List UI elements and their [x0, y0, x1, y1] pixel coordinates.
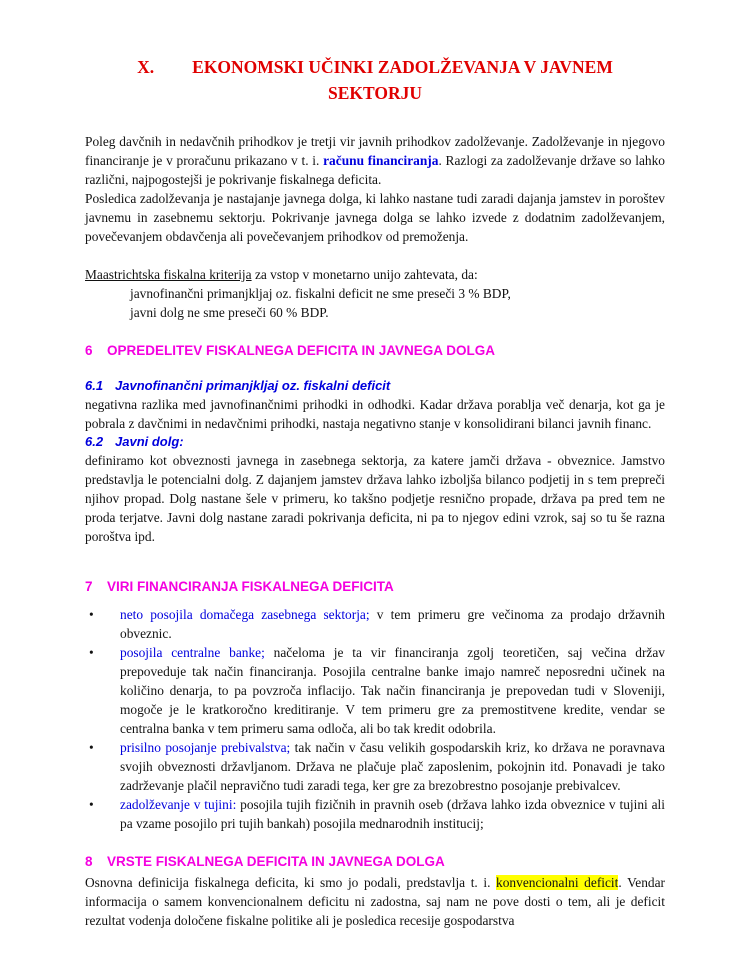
section-7-heading-text: VIRI FINANCIRANJA FISKALNEGA DEFICITA: [107, 579, 394, 594]
maastricht-criterion-1: javnofinančni primanjkljaj oz. fiskalni deficit ne sme preseči 3 % BDP,: [130, 286, 511, 301]
text-run: Posledica zadolževanja je nastajanje javnega dolga, ki lahko nastane tudi zaradi dajanja jamstev in poroštev javnemu in zasebnemu sektorju. Pokrivanje javnega dolga se lahko izvede z dodatnim zadolževanjem, povečevanjem obdavčenja ali povečevanjem prihodkov od premoženja.: [85, 191, 665, 244]
section-6-number: 6: [85, 343, 93, 358]
section-6-1-heading: [85, 377, 665, 395]
financing-source-item-3: [85, 738, 665, 795]
text-run: tak način v času velikih gospodarskih kriz, ko država ne poravnava svojih obveznosti državljanom. Država ne plačuje plač zaposlenim, pokojnin itd. Ponavadi je tako zadrževanje plačil nepravično tudi zaradi tega, ker gre za brezobrestno posojanje prebivalcev.: [120, 740, 665, 793]
term-foreign-borrowing: zadolževanje v tujini:: [120, 797, 237, 812]
term-racun-financiranja: računu financiranja: [323, 153, 439, 168]
financing-source-item-4: [85, 795, 665, 833]
term-forced-lending: prisilno posojanje prebivalstva;: [120, 740, 291, 755]
maastricht-lead: [85, 265, 665, 284]
text-run: načeloma je ta vir financiranja zgolj teoretičen, saj večina držav prepoveduje tak način financiranja. Posojila centralne banke imajo namreč neposredni učinek na količino denarja, to pa povzroča inflacijo. Tak način financiranja je prepovedan tudi v Sloveniji, mogoče je le kratkoročno kreditiranje. V tem primeru gre za premostitvene kredite, vendar se centralna banka v tem primeru sama odloča, ali bo tak kredit odobrila.: [120, 645, 665, 736]
section-8-heading: [85, 853, 665, 871]
section-6-heading-text: OPREDELITEV FISKALNEGA DEFICITA IN JAVNEGA DOLGA: [107, 343, 496, 358]
term-domestic-private-loans: neto posojila domačega zasebnega sektorja;: [120, 607, 370, 622]
section-6-2-heading: [85, 433, 665, 451]
text-run: Poleg davčnih in nedavčnih prihodkov je tretji vir javnih prihodkov zadolževanje. Zadolževanje in njegovo financiranje je v proračunu prikazano v t. i.: [85, 134, 665, 168]
section-6-2-heading-text: Javni dolg:: [115, 434, 184, 449]
title-text-line2: SEKTORJU: [327, 83, 422, 103]
text-run: . Razlogi za zadolževanje države so lahko različni, najpogostejši je pokrivanje fiskalnega deficita.: [85, 153, 665, 187]
title-number: X.: [137, 57, 155, 77]
section-6-2-number: 6.2: [85, 434, 104, 449]
document-title: [85, 54, 665, 106]
text-run: Osnovna definicija fiskalnega deficita, ki smo jo podali, predstavlja t. i.: [85, 875, 497, 890]
text-run: za vstop v monetarno unijo zahtevata, da:: [251, 267, 478, 282]
maastricht-criteria-term: Maastrichtska fiskalna kriterija: [85, 267, 252, 282]
section-7-heading: [85, 578, 665, 596]
section-6-1-paragraph: [85, 395, 665, 433]
term-central-bank-loans: posojila centralne banke;: [120, 645, 265, 660]
section-8-heading-text: VRSTE FISKALNEGA DEFICITA IN JAVNEGA DOLGA: [107, 854, 445, 869]
intro-paragraph-2: [85, 189, 665, 246]
text-run: posojila tujih fizičnih in pravnih oseb (država lahko izda obveznice v tujini ali pa vzame posojilo pri tujih bankah) posojila mednarodnih institucij;: [120, 797, 665, 831]
section-7-number: 7: [85, 579, 93, 594]
title-text-line1: EKONOMSKI UČINKI ZADOLŽEVANJA V JAVNEM: [192, 57, 613, 77]
section-6-1-heading-text: Javnofinančni primanjkljaj oz. fiskalni deficit: [115, 378, 391, 393]
section-6-1-number: 6.1: [85, 378, 104, 393]
term-konvencionalni-deficit: konvencionalni deficit: [496, 875, 619, 890]
intro-paragraph-1: [85, 132, 665, 189]
section-8-paragraph: [85, 873, 665, 930]
financing-source-item-2: [85, 643, 665, 738]
maastricht-criterion-2: javni dolg ne sme preseči 60 % BDP.: [130, 305, 329, 320]
text-run: . Vendar informacija o samem konvencionalnem deficitu ni zadostna, saj nam ne pove dosti o tem, ali je deficit rezultat vodenja določene fiskalne politike ali je posledica recesije gospodarstva: [85, 875, 666, 928]
section-6-2-paragraph: [85, 451, 665, 546]
text-run: negativna razlika med javnofinančnimi prihodki in odhodki. Kadar država porablja več denarja, kot ga je pobrala z davčnimi in nedavčnimi prihodki, nastaja negativno stanje v konsolidirani bilanci javnih financ.: [85, 397, 665, 431]
text-run: v tem primeru gre večinoma za prodajo državnih obveznic.: [120, 607, 666, 641]
title-line1: [137, 57, 613, 77]
section-6-heading: [85, 342, 665, 360]
financing-source-item-1: [85, 605, 665, 643]
text-run: definiramo kot obveznosti javnega in zasebnega sektorja, za katere jamči država - obveznice. Jamstvo predstavlja le potencialni dolg. Z dajanjem jamstev država lahko izboljša bilanco podjetij in s tem prepreči njihov propad. Dolg nastane šele v primeru, ko takšno podjetje resnično propade, država pa pred tem ne proda terjatve. Javni dolg nastane zaradi pokrivanja deficita, ni pa to njegov edini vzrok, saj so tu še razna poroštva ipd.: [85, 453, 665, 544]
section-8-number: 8: [85, 854, 93, 869]
